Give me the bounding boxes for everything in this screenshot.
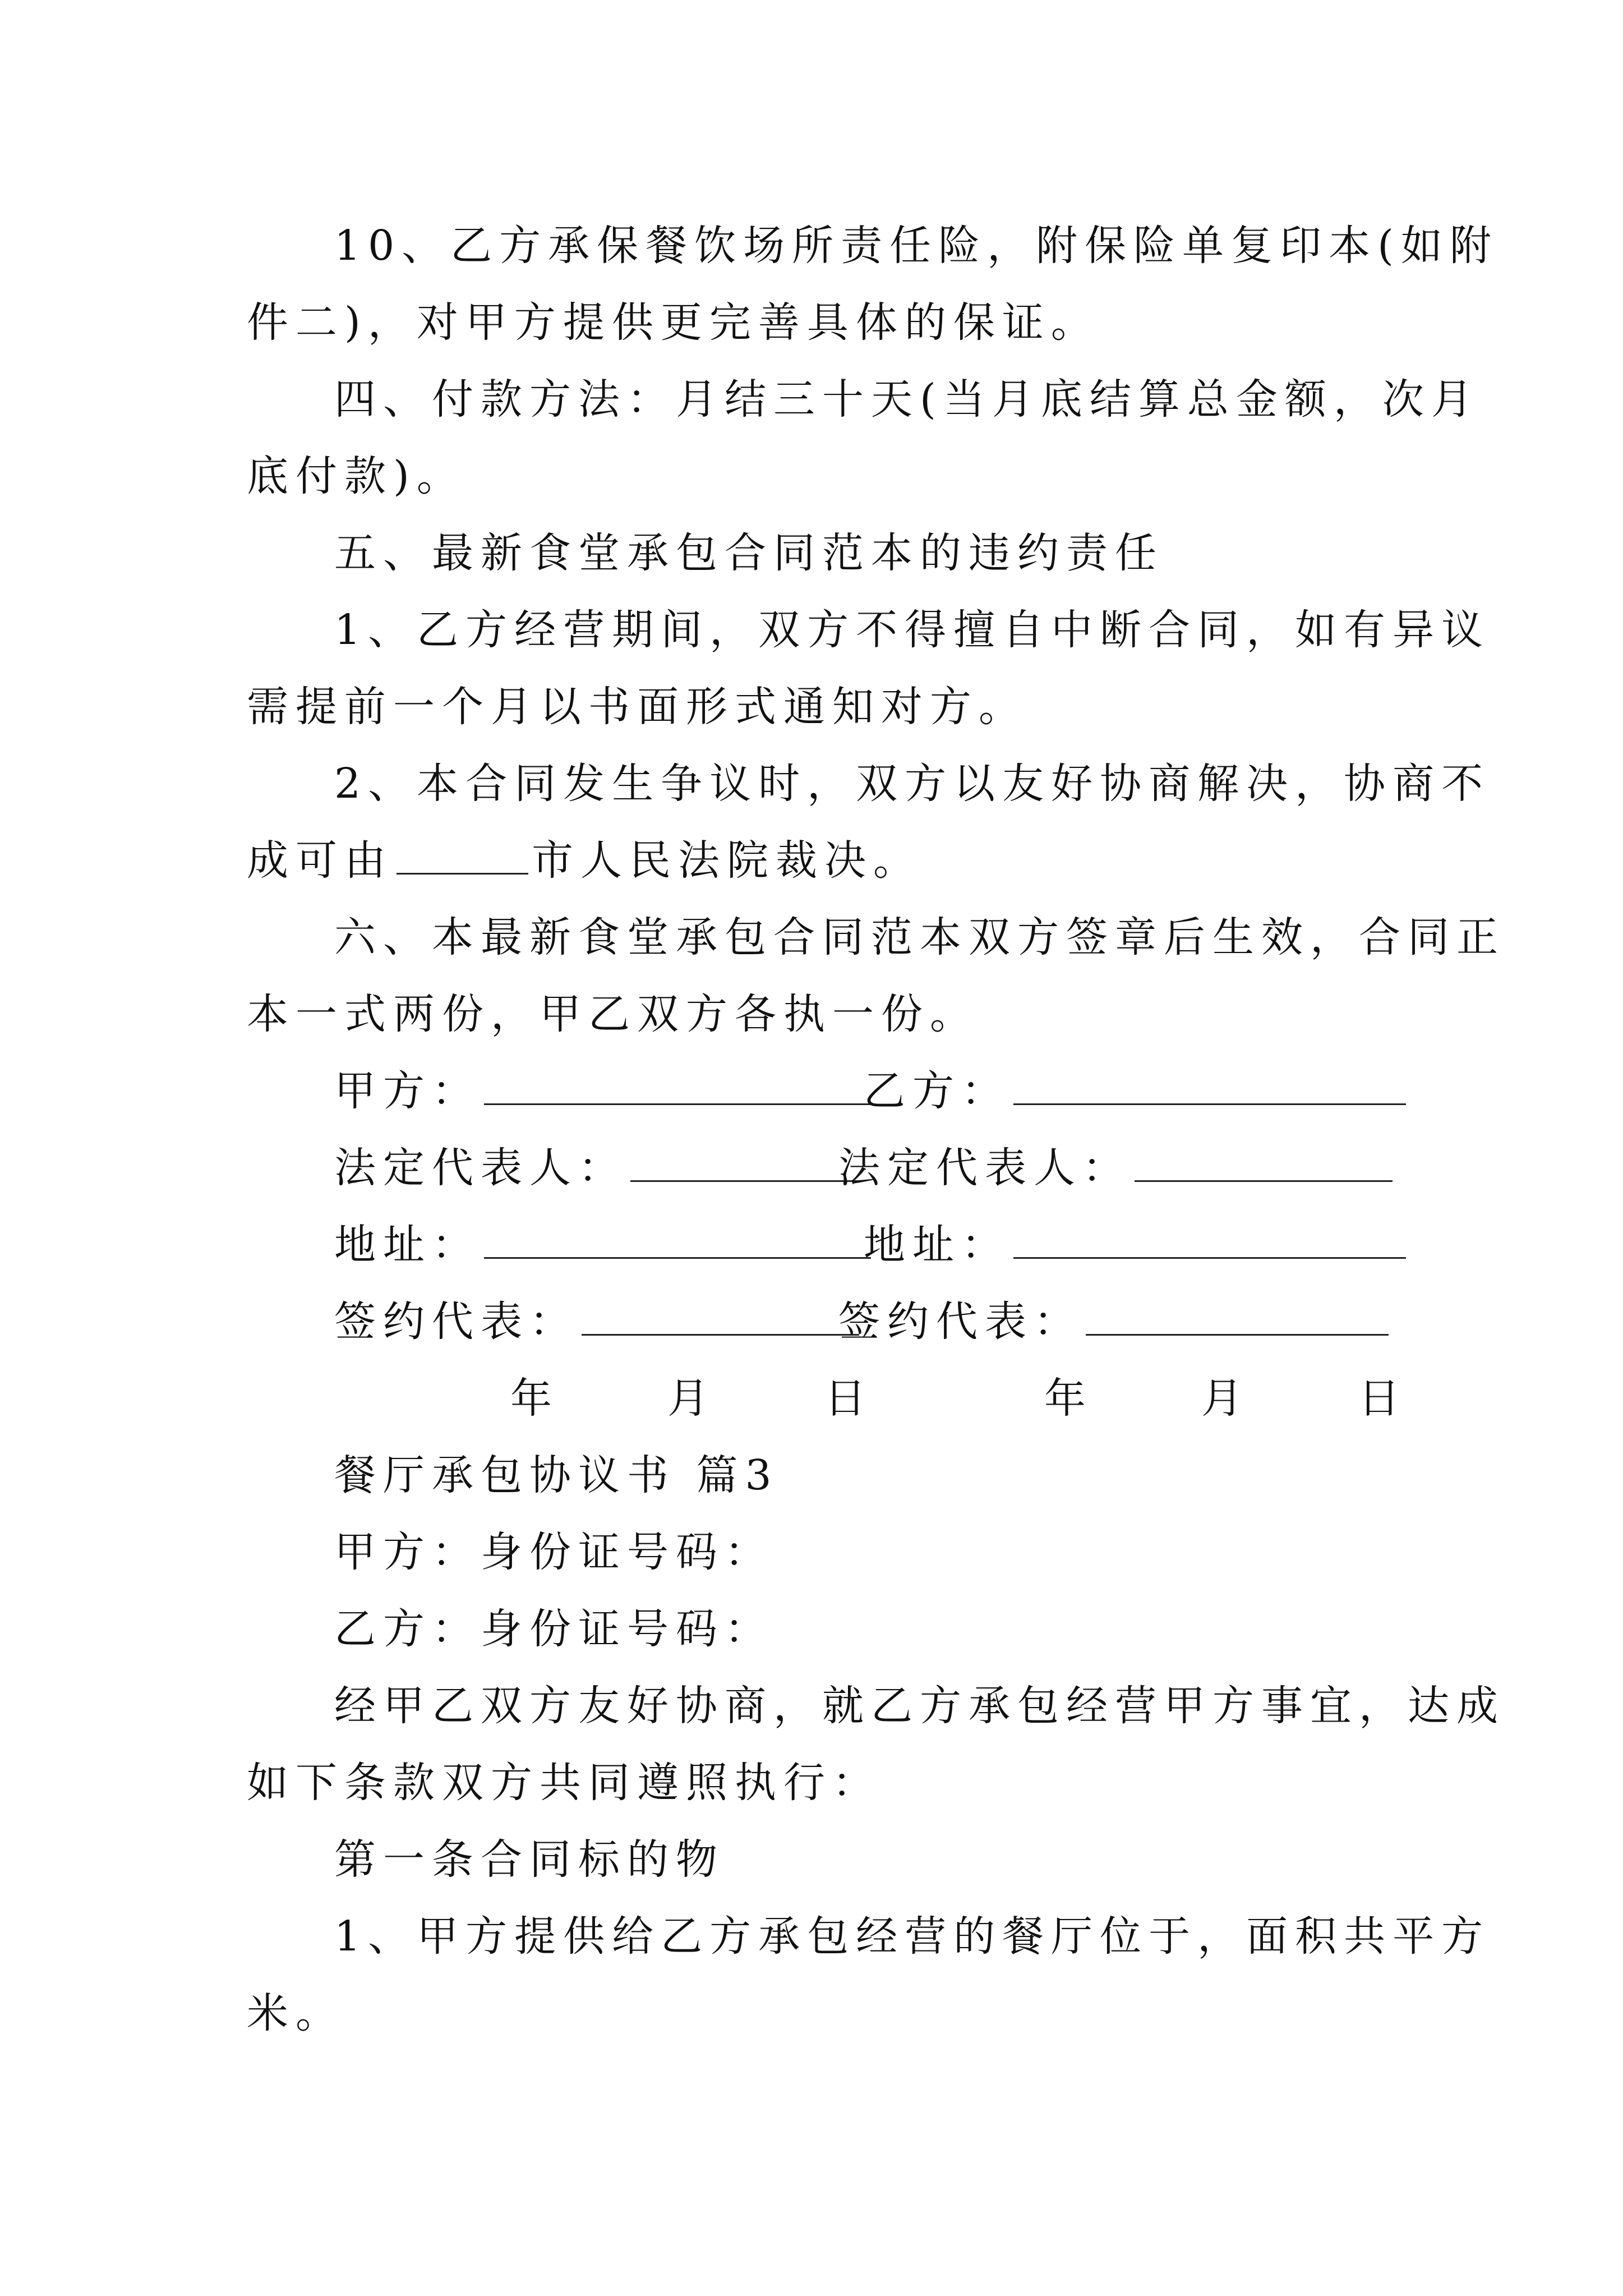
- signature-date-row: [247, 1360, 1400, 1437]
- paragraph-line: 六、本最新食堂承包合同范本双方签章后生效，合同正: [334, 913, 1505, 961]
- signature-row-party: [247, 1053, 1380, 1130]
- signature-row-representative: [247, 1130, 1380, 1207]
- signer-b-signature: [838, 1283, 1392, 1360]
- party-b-blank: [1013, 1064, 1406, 1105]
- document-body: [247, 208, 1505, 2052]
- signature-row-address: [247, 1207, 1380, 1283]
- court-blank: [396, 834, 528, 875]
- signer-b-label: 签约代表：: [838, 1297, 1082, 1346]
- addr-a-label: 地址：: [334, 1221, 481, 1269]
- rep-b-label: 法定代表人：: [838, 1144, 1131, 1192]
- signer-a-label: 签约代表：: [334, 1297, 578, 1346]
- section-heading: 五、最新食堂承包合同范本的违约责任: [334, 529, 1164, 577]
- day-a-label: 日: [824, 1374, 866, 1423]
- rep-a-signature: [334, 1130, 864, 1207]
- court-line: [247, 822, 1380, 899]
- rep-a-blank: [630, 1141, 860, 1182]
- signature-row-signer: [247, 1283, 1380, 1360]
- paragraph-line: 底付款)。: [247, 452, 465, 500]
- addr-a-signature: [334, 1207, 874, 1283]
- addr-b-label: 地址：: [864, 1221, 1010, 1269]
- rep-a-label: 法定代表人：: [334, 1144, 627, 1192]
- party-b-label: 乙方：: [864, 1067, 1010, 1115]
- signer-a-blank: [582, 1295, 859, 1336]
- paragraph-line: 米。: [247, 1989, 344, 2037]
- paragraph-line: 需提前一个月以书面形式通知对方。: [247, 683, 1027, 731]
- addr-a-blank: [484, 1218, 871, 1259]
- paragraph-line: 经甲乙双方友好协商，就乙方承包经营甲方事宜，达成: [334, 1682, 1505, 1730]
- rep-b-blank: [1135, 1141, 1393, 1182]
- party-a-label: 甲方：: [334, 1067, 481, 1115]
- addr-b-signature: [864, 1207, 1409, 1283]
- year-b-label: 年: [1044, 1374, 1086, 1423]
- party-a-signature: [334, 1053, 874, 1130]
- paragraph-line: 四、付款方法：月结三十天(当月底结算总金额，次月: [334, 375, 1480, 424]
- rep-b-signature: [838, 1130, 1396, 1207]
- party-a-id-line: 甲方：身份证号码：: [334, 1528, 773, 1576]
- section-title: 餐厅承包协议书 篇3: [334, 1451, 779, 1499]
- paragraph-line: 10、乙方承保餐饮场所责任险，附保险单复印本(如附: [334, 222, 1499, 270]
- month-b-label: 月: [1201, 1374, 1243, 1423]
- court-line-before: 成可由: [247, 836, 393, 885]
- month-a-label: 月: [667, 1374, 709, 1423]
- paragraph-line: 本一式两份，甲乙双方各执一份。: [247, 990, 979, 1038]
- court-line-after: 市人民法院裁决。: [532, 836, 922, 885]
- paragraph-line: 1、乙方经营期间，双方不得擅自中断合同，如有异议: [334, 606, 1491, 654]
- party-a-blank: [484, 1064, 871, 1105]
- paragraph-line: 件二)，对甲方提供更完善具体的保证。: [247, 298, 1100, 347]
- day-b-label: 日: [1358, 1374, 1400, 1423]
- addr-b-blank: [1013, 1218, 1406, 1259]
- party-b-id-line: 乙方：身份证号码：: [334, 1605, 773, 1653]
- year-a-label: 年: [510, 1374, 552, 1423]
- paragraph-line: 如下条款双方共同遵照执行：: [247, 1759, 881, 1807]
- signer-b-blank: [1086, 1295, 1389, 1336]
- article-title: 第一条合同标的物: [334, 1835, 725, 1884]
- paragraph-line: 1、甲方提供给乙方承包经营的餐厅位于，面积共平方: [334, 1912, 1491, 1961]
- paragraph-line: 2、本合同发生争议时，双方以友好协商解决，协商不: [334, 760, 1491, 808]
- party-b-signature: [864, 1053, 1409, 1130]
- signer-a-signature: [334, 1283, 863, 1360]
